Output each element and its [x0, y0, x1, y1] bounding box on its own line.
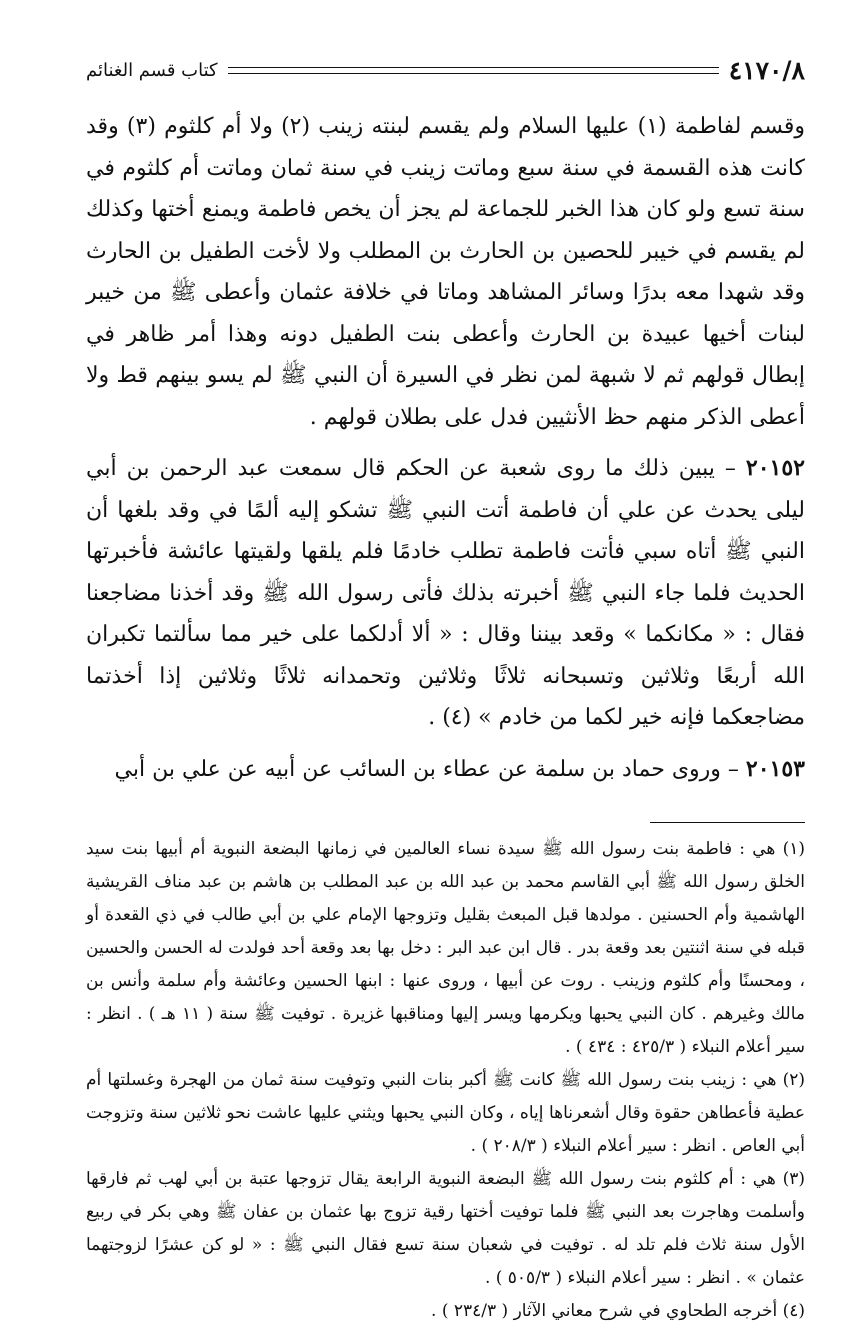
paragraph-text: – وروى حماد بن سلمة عن عطاء بن السائب عن أبيه عن علي بن أبي	[114, 756, 739, 782]
paragraph-text: وقسم لفاطمة (١) عليها السلام ولم يقسم لبنته زينب (٢) ولا أم كلثوم (٣) وقد كانت هذه القسمة في سنة سبع وماتت زينب في سنة ثمان وماتت أم كلثوم في سنة تسع ولو كان هذا الخبر للجماعة لم يجز أن يخص فاطمة ويمنع أختها وكذلك لم يقسم في خيبر للحصين بن الحارث بن المطلب ولا لأخت الطفيل بن الحارث وقد شهدا معه بدرًا وسائر المشاهد وماتا في خلافة عثمان وأعطى ﷺ من خيبر لبنات أخيها عبيدة بن الحارث وأعطى بنت الطفيل دونه وهذا أمر ظاهر في إبطال قولهم ثم لا شبهة لمن نظر في السيرة أن النبي ﷺ لم يسو بينهم قط ولا أعطى الذكر منهم حظ الأنثيين فدل على بطلان قولهم .	[86, 114, 806, 430]
paragraph	[86, 749, 805, 791]
footnote: (٢) هي : زينب بنت رسول الله ﷺ كانت ﷺ أكبر بنات النبي وتوفيت سنة ثمان من الهجرة وغسلتها أم عطية فأعطاهن حقوة وقال أشعرناها إياه ، وكان النبي يحبها ويثني عليها عاشت نحو ثلاثين سنة وتزوجت أبي العاص . انظر : سير أعلام النبلاء ( ٢٠٨/٣ ) .	[86, 1070, 805, 1156]
paragraph	[86, 448, 805, 739]
footnote: (٣) هي : أم كلثوم بنت رسول الله ﷺ البضعة النبوية الرابعة يقال تزوجها عتبة بن أبي لهب ثم فارقها وأسلمت وهاجرت بعد النبي ﷺ فلما توفيت أختها رقية تزوج بها عثمان بن عفان ﷺ وهي بكر في ربيع الأول سنة ثلاث فلم تلد له . توفيت في شعبان سنة تسع فقال النبي ﷺ : « لو كن عشرًا لزوجتهما عثمان » . انظر : سير أعلام النبلاء ( ٥٠٥/٣ ) .	[86, 1169, 805, 1288]
hadith-number: ٢٠١٥٣	[745, 755, 805, 782]
page-number: ٤١٧٠/٨	[728, 55, 805, 85]
book-title: كتاب قسم الغنائم	[86, 59, 218, 81]
paragraph-text: – يبين ذلك ما روى شعبة عن الحكم قال سمعت عبد الرحمن بن أبي ليلى يحدث عن علي أن فاطمة أتت النبي ﷺ تشكو إليه ألمًا في وقد بلغها أن النبي ﷺ أتاه سبي فأتت فاطمة تطلب خادمًا فلم يلقها ولقيتها عائشة فأخبرتها الحديث فلما جاء النبي ﷺ أخبرته بذلك فأتى رسول الله ﷺ وقد أخذنا مضاجعنا فقال : « مكانكما » وقعد بيننا وقال : « ألا أدلكما على خير مما سألتما تكبران الله أربعًا وثلاثين وتسبحانه ثلاثًا وثلاثين وتحمدانه ثلاثًا وثلاثين إذا أخذتما مضاجعكما فإنه خير لكما من خادم » (٤) .	[86, 456, 805, 730]
footnote: (٤) أخرجه الطحاوي في شرح معاني الآثار ( ٢٣٤/٣ ) .	[431, 1301, 805, 1321]
footnotes	[86, 833, 805, 1328]
page-header	[86, 48, 805, 92]
paragraph	[86, 106, 805, 438]
main-text	[86, 106, 805, 790]
footnote: (١) هي : فاطمة بنت رسول الله ﷺ سيدة نساء العالمين في زمانها البضعة النبوية أم أبيها بنت سيد الخلق رسول الله ﷺ أبي القاسم محمد بن عبد الله بن عبد المطلب بن هاشم بن عبد مناف القريشية الهاشمية وأم الحسنين . مولدها قبل المبعث بقليل وتزوجها الإمام علي بن أبي طالب في ذي القعدة أو قبله في سنة اثنتين بعد وقعة بدر . قال ابن عبد البر : دخل بها بعد وقعة أحد فولدت له الحسن والحسين ، ومحسنًا وأم كلثوم وزينب . روت عن أبيها ، وروى عنها : ابنها الحسين وعائشة وأم سلمة وأنس بن مالك وغيرهم . كان النبي يحبها ويكرمها ويسر إليها ومناقبها غزيرة . توفيت ﷺ سنة ( ١١ هـ ) . انظر : سير أعلام النبلاء ( ٤٢٥/٣ : ٤٣٤ ) .	[86, 839, 805, 1057]
footnote-separator	[650, 822, 805, 823]
header-rule	[228, 67, 719, 74]
hadith-number: ٢٠١٥٢	[745, 455, 805, 481]
